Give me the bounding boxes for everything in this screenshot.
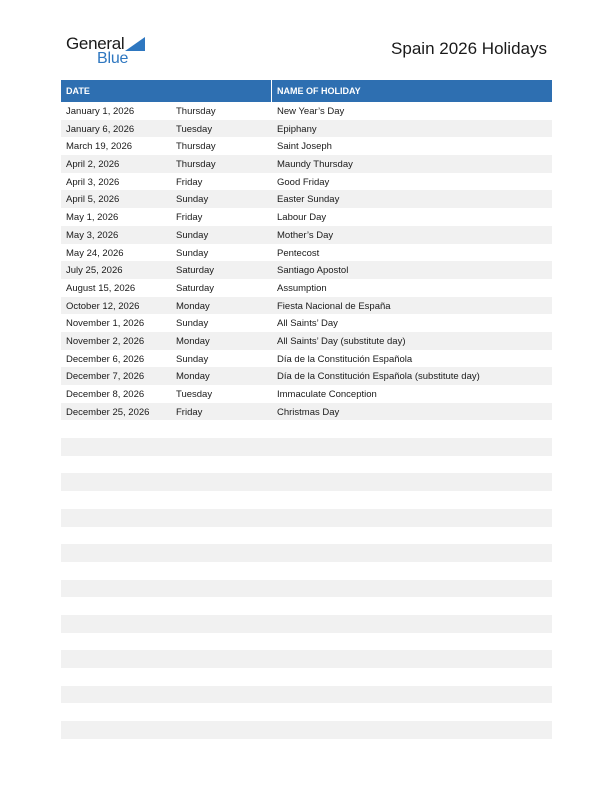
row-weekday: Sunday [176,318,209,330]
table-row [61,686,552,704]
column-header-name: NAME OF HOLIDAY [277,86,361,96]
row-date: August 15, 2026 [66,282,136,294]
row-weekday: Saturday [176,265,215,277]
row-weekday: Sunday [176,353,209,365]
table-body [61,102,552,739]
row-holiday-name: All Saints’ Day (substitute day) [277,335,406,347]
row-weekday: Friday [176,406,203,418]
column-header-date: DATE [66,86,90,96]
row-weekday: Monday [176,335,210,347]
row-date: March 19, 2026 [66,141,133,153]
row-weekday: Thursday [176,159,216,171]
row-weekday: Monday [176,300,210,312]
row-holiday-name: Good Friday [277,176,330,188]
row-date: December 8, 2026 [66,389,145,400]
row-date: November 2, 2026 [66,335,145,347]
row-date: January 6, 2026 [66,123,135,135]
table-row [61,261,552,279]
row-holiday-name: Saint Joseph [277,141,332,153]
row-date: January 1, 2026 [66,106,135,117]
header-divider [271,80,272,102]
row-holiday-name: Epiphany [277,123,317,135]
row-holiday-name: All Saints’ Day [277,318,338,330]
table-row [61,668,552,686]
row-holiday-name: Immaculate Conception [277,389,377,400]
row-date: May 24, 2026 [66,247,124,259]
table-row [61,244,552,262]
row-weekday: Sunday [176,247,209,259]
row-weekday: Tuesday [176,123,213,135]
row-holiday-name: Easter Sunday [277,194,340,206]
table-row [61,190,552,208]
table-row [61,544,552,562]
row-holiday-name: Fiesta Nacional de España [277,300,391,312]
table-row [61,703,552,721]
row-date: May 1, 2026 [66,212,119,224]
row-holiday-name: Santiago Apostol [277,265,349,277]
holiday-table [61,80,552,739]
row-date: April 5, 2026 [66,194,120,206]
table-row [61,279,552,297]
row-weekday: Saturday [176,282,215,294]
table-row [61,491,552,509]
row-holiday-name: Mother’s Day [277,229,334,241]
logo [66,34,156,70]
table-row [61,580,552,598]
table-row [61,597,552,615]
row-date: April 2, 2026 [66,159,120,171]
row-holiday-name: Christmas Day [277,406,340,418]
row-holiday-name: New Year’s Day [277,106,345,117]
row-holiday-name: Pentecost [277,247,320,259]
table-row [61,721,552,739]
table-row [61,297,552,315]
row-weekday: Tuesday [176,389,213,400]
table-row [61,120,552,138]
row-date: December 25, 2026 [66,406,150,418]
row-weekday: Sunday [176,194,209,206]
row-date: December 6, 2026 [66,353,145,365]
row-weekday: Sunday [176,229,209,241]
table-row [61,403,552,421]
table-row [61,420,552,438]
row-date: April 3, 2026 [66,176,120,188]
logo-blue-text: Blue [97,50,129,67]
table-row [61,509,552,527]
table-row [61,102,552,120]
row-date: July 25, 2026 [66,265,123,277]
table-header [61,80,552,102]
table-row [61,226,552,244]
table-row [61,456,552,474]
table-row [61,367,552,385]
row-weekday: Monday [176,371,210,383]
table-row [61,438,552,456]
table-row [61,332,552,350]
table-row [61,155,552,173]
table-row [61,650,552,668]
logo-triangle-icon [125,37,145,51]
table-row [61,314,552,332]
row-holiday-name: Labour Day [277,212,327,224]
table-row [61,633,552,651]
row-date: May 3, 2026 [66,229,119,241]
table-row [61,137,552,155]
row-weekday: Thursday [176,106,216,117]
table-row [61,615,552,633]
row-holiday-name: Día de la Constitución Española [277,353,413,365]
table-row [61,350,552,368]
row-date: December 7, 2026 [66,371,145,383]
logo-general-text: General [66,34,125,53]
row-weekday: Friday [176,212,203,224]
table-row [61,473,552,491]
row-holiday-name: Maundy Thursday [277,159,353,171]
table-row [61,385,552,403]
table-row [61,562,552,580]
row-date: November 1, 2026 [66,318,145,330]
page-title: Spain 2026 Holidays [391,39,547,58]
table-row [61,527,552,545]
row-date: October 12, 2026 [66,300,140,312]
row-weekday: Friday [176,176,203,188]
row-holiday-name: Día de la Constitución Española (substitute day) [277,371,480,383]
row-holiday-name: Assumption [277,282,327,294]
table-row [61,173,552,191]
table-row [61,208,552,226]
row-weekday: Thursday [176,141,216,153]
